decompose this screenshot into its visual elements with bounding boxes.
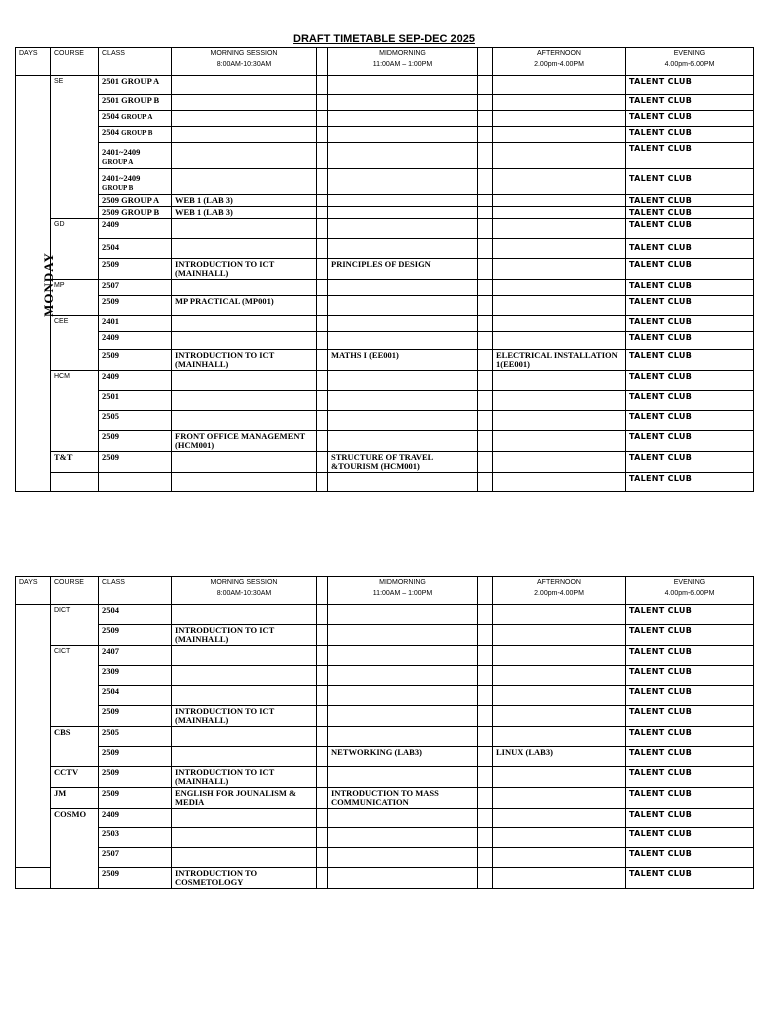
evening-header: EVENING 4.00pm-6.00PM [626,48,754,76]
table-row: 2503 TALENT CLUB [16,828,754,848]
table-row: 2509 GROUP A WEB 1 (LAB 3) TALENT CLUB [16,195,754,207]
table-row: 2509 MP PRACTICAL (MP001) TALENT CLUB [16,296,754,316]
header-row [16,48,754,76]
class-header: CLASS [99,48,172,76]
table-row: 2505 TALENT CLUB [16,411,754,431]
table-row: 2504 GROUP B TALENT CLUB [16,127,754,143]
table-row: CBS 2505 TALENT CLUB [16,727,754,747]
table-row: 2501 TALENT CLUB [16,391,754,411]
table-row: 2507 TALENT CLUB [16,848,754,868]
table-row: 2509 GROUP B WEB 1 (LAB 3) TALENT CLUB [16,207,754,219]
table-row: TALENT CLUB [16,473,754,492]
table-row: 2509 INTRODUCTION TO COSMETOLOGY TALENT CLUB [16,868,754,889]
table-row: 2509 NETWORKING (LAB3) LINUX (LAB3) TALENT CLUB [16,747,754,767]
table-row: 2504 GROUP A TALENT CLUB [16,111,754,127]
table-row: 2501 GROUP B TALENT CLUB [16,95,754,111]
table-row: 2409 TALENT CLUB [16,332,754,350]
table-row: DICT 2504 TALENT CLUB [16,605,754,625]
talent-club: TALENT CLUB [626,76,754,95]
afternoon-header: AFTERNOON 2.00pm-4.00PM [493,48,626,76]
table-row: COSMO 2409 TALENT CLUB [16,809,754,828]
page-title: DRAFT TIMETABLE SEP-DEC 2025 [293,33,475,45]
table-row: 2509 FRONT OFFICE MANAGEMENT (HCM001) TALENT CLUB [16,431,754,452]
table-row: CEE 2401 TALENT CLUB [16,316,754,332]
timetable-monday [15,47,754,492]
table-row: JM 2509 ENGLISH FOR JOUNALISM & MEDIA INTRODUCTION TO MASS COMMUNICATION TALENT CLUB [16,788,754,809]
timetable-page-2 [15,576,754,889]
table-row: 2509 INTRODUCTION TO ICT (MAINHALL) TALENT CLUB [16,625,754,646]
morning-header: MORNING SESSION 8:00AM-10:30AM [172,48,317,76]
table-row: 2509 INTRODUCTION TO ICT (MAINHALL) MATHS I (EE001) ELECTRICAL INSTALLATION 1(EE001) TALENT CLUB [16,350,754,371]
table-row: MONDAY SE 2501 GROUP A TALENT CLUB [16,76,754,95]
table-row: GD 2409 TALENT CLUB [16,219,754,239]
table-row: CCTV 2509 INTRODUCTION TO ICT (MAINHALL) TALENT CLUB [16,767,754,788]
table-row: 2504 TALENT CLUB [16,686,754,706]
table-row: T&T 2509 STRUCTURE OF TRAVEL &TOURISM (HCM001) TALENT CLUB [16,452,754,473]
table-row: 2401~2409 GROUP A TALENT CLUB [16,143,754,169]
day-cell: MONDAY [16,76,51,492]
table-row: 2401~2409 GROUP B TALENT CLUB [16,169,754,195]
midmorning-header: MIDMORNING 11:00AM – 1:00PM [328,48,478,76]
course-header: COURSE [51,48,99,76]
table-row: 2509 INTRODUCTION TO ICT (MAINHALL) TALENT CLUB [16,706,754,727]
table-row: MP 2507 TALENT CLUB [16,280,754,296]
table-row: 2504 TALENT CLUB [16,239,754,259]
header-row: DAYS COURSE CLASS MORNING SESSION 8:00AM-10:30AM MIDMORNING 11:00AM – 1:00PM AFTERNOON 2.00pm-4.00PM EVENING 4.00pm-6.00PM [16,577,754,605]
table-row: CICT 2407 TALENT CLUB [16,646,754,666]
days-header: DAYS [16,48,51,76]
course-cell: SE [51,76,99,95]
table-row: 2509 INTRODUCTION TO ICT (MAINHALL) PRINCIPLES OF DESIGN TALENT CLUB [16,259,754,280]
table-row: 2309 TALENT CLUB [16,666,754,686]
table-row: HCM 2409 TALENT CLUB [16,371,754,391]
